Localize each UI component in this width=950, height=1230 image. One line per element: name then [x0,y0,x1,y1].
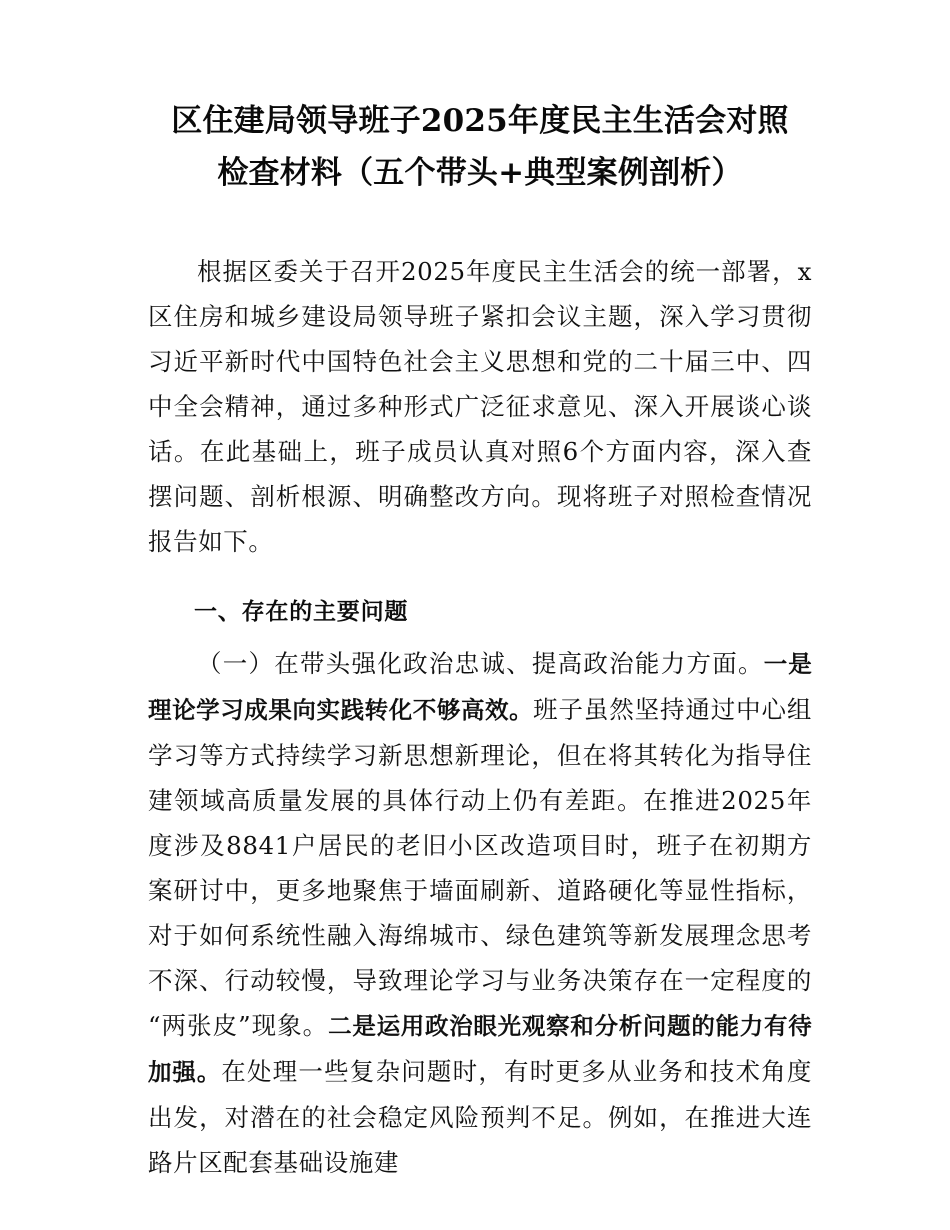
title-line-2: 检查材料（五个带头+典型案例剖析） [217,155,743,191]
point-two-body: 在处理一些复杂问题时，有时更多从业务和技术角度出发，对潜在的社会稳定风险预判不足。例如，在推进大连路片区配套基础设施建 [148,1057,812,1177]
subsection-one-lead: （一）在带头强化政治忠诚、提高政治能力方面。 [197,649,764,678]
point-one-body: 班子虽然坚持通过中心组学习等方式持续学习新思想新理论，但在将其转化为指导住建领域高质量发展的具体行动上仍有差距。在推进2025年度涉及8841户居民的老旧小区改造项目时，班子在初期方案研讨中，更多地聚焦于墙面刷新、道路硬化等显性指标，对于如何系统性融入海绵城市、绿色建筑等新发展理念思考不深、行动较慢，导致理论学习与业务决策存在一定程度的“两张皮”现象。 [148,695,812,1040]
page-content-column [148,0,812,1185]
point-two-bold-lead: 二是运用政治眼光观察和分析问题的能力有待加强。 [148,1012,812,1086]
page-title [148,0,812,199]
point-one-bold-lead: 一是理论学习成果向实践转化不够高效。 [148,650,812,724]
subsection-one-paragraph [148,641,812,1185]
intro-paragraph: 根据区委关于召开2025年度民主生活会的统一部署，x区住房和城乡建设局领导班子紧扣会议主题，深入学习贯彻习近平新时代中国特色社会主义思想和党的二十届三中、四中全会精神，通过多种形式广泛征求意见、深入开展谈心谈话。在此基础上，班子成员认真对照6个方面内容，深入查摆问题、剖析根源、明确整改方向。现将班子对照检查情况报告如下。 [148,257,812,556]
title-line-1: 区住建局领导班子2025年度民主生活会对照 [171,103,789,139]
section-heading-one: 一、存在的主要问题 [194,599,409,625]
